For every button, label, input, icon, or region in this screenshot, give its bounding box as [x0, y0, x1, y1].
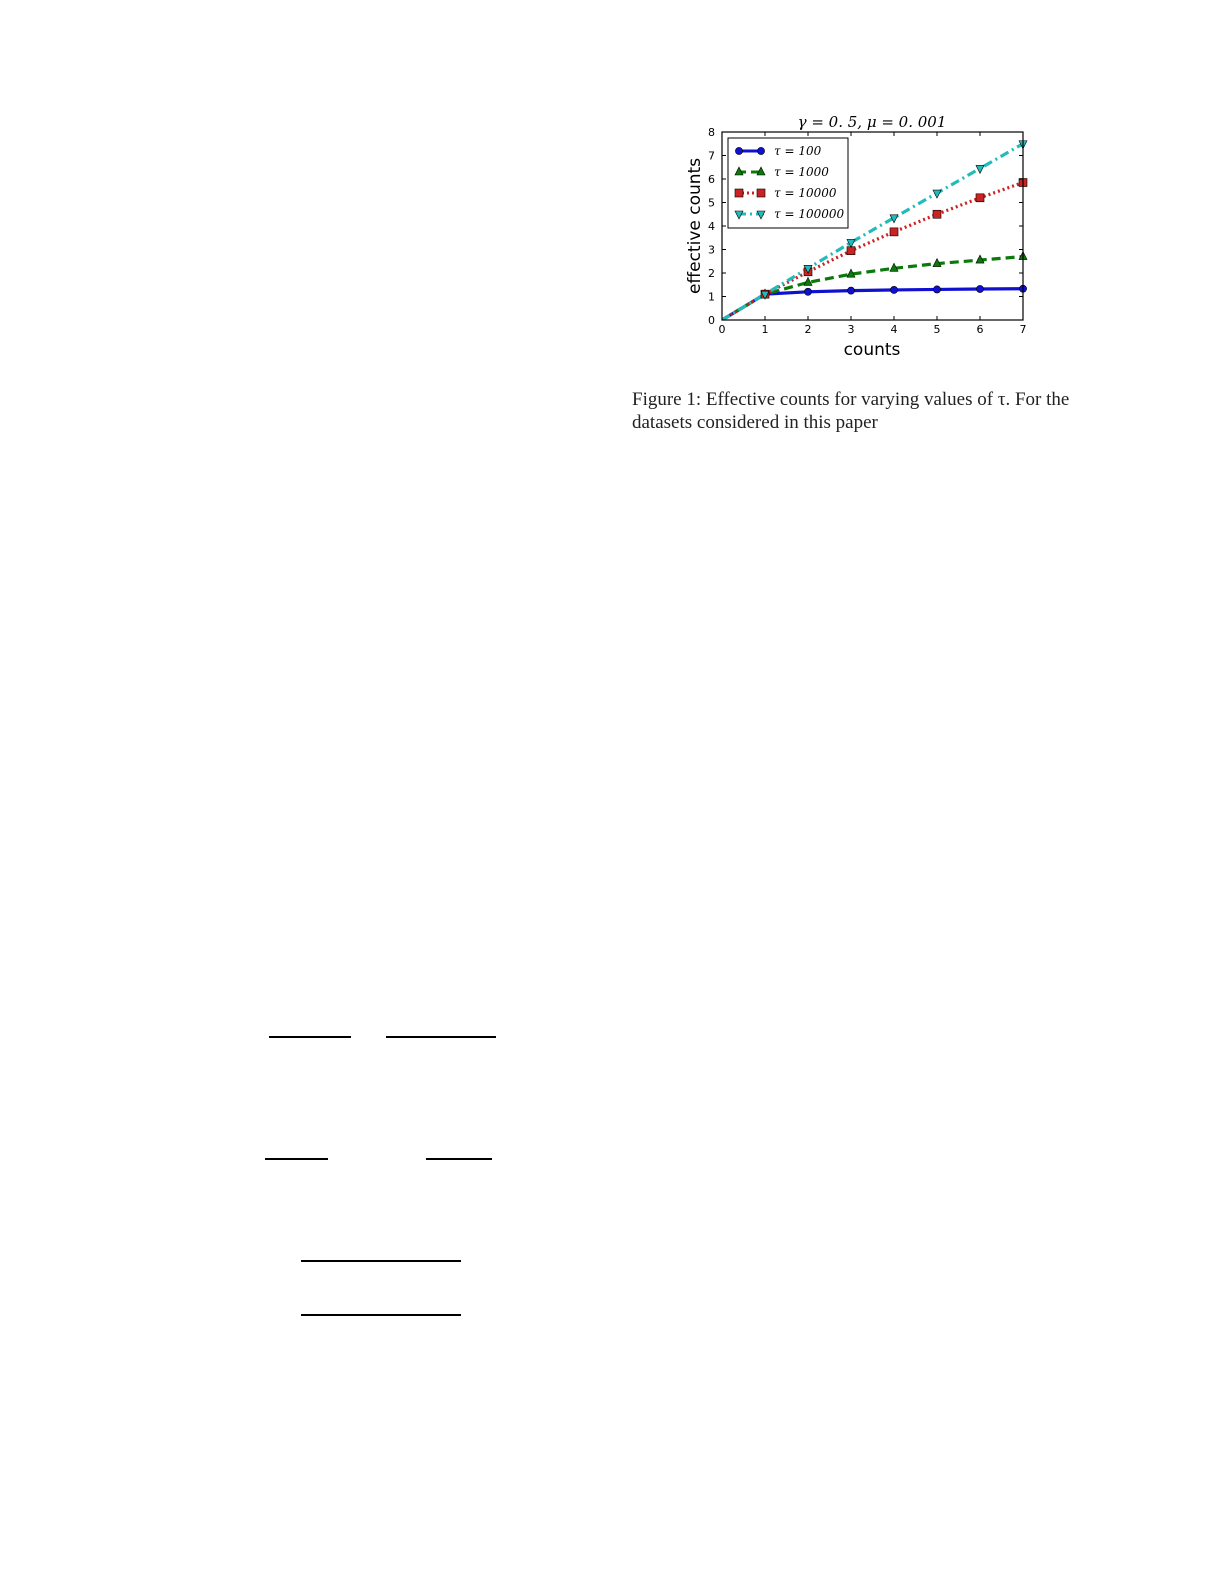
data-point — [976, 285, 983, 292]
x-tick-label: 4 — [890, 323, 898, 336]
x-tick-label: 0 — [718, 323, 726, 336]
y-tick-label: 0 — [708, 314, 715, 327]
data-point — [804, 277, 812, 285]
data-point — [933, 190, 941, 198]
fraction-bar — [265, 1158, 328, 1160]
x-tick-label: 3 — [847, 323, 855, 336]
figure — [660, 108, 1060, 368]
fraction-bar — [269, 1036, 351, 1038]
y-axis-label: effective counts — [685, 157, 705, 295]
x-tick-label: 5 — [933, 323, 941, 336]
data-point — [976, 165, 984, 173]
x-tick-label: 7 — [1019, 323, 1027, 336]
legend-label: τ = 1000 — [774, 165, 829, 179]
figure-caption: Figure 1: Effective counts for varying values of τ. For the datasets considered in this paper — [632, 389, 1070, 433]
legend-marker — [757, 189, 765, 197]
chart-title: γ = 0. 5, μ = 0. 001 — [797, 113, 947, 131]
legend-marker — [735, 147, 742, 154]
y-tick-label: 1 — [708, 290, 715, 304]
legend-label: τ = 100 — [774, 144, 822, 158]
fraction-bar — [301, 1314, 461, 1316]
y-tick-label: 8 — [708, 126, 715, 139]
fraction-bar — [426, 1158, 492, 1160]
legend-label: τ = 100000 — [774, 207, 845, 221]
fraction-bar — [301, 1260, 461, 1262]
x-tick-label: 1 — [761, 323, 769, 336]
legend-marker — [735, 189, 743, 197]
y-tick-label: 5 — [708, 196, 715, 210]
x-axis-label: counts — [843, 340, 901, 360]
data-point — [804, 288, 811, 295]
effective-counts-chart — [660, 108, 1060, 368]
legend — [728, 138, 848, 228]
y-tick-label: 2 — [708, 267, 715, 280]
y-tick-label: 3 — [708, 243, 715, 257]
x-tick-label: 2 — [804, 323, 812, 336]
data-point — [933, 286, 940, 293]
legend-marker — [757, 147, 764, 154]
legend-label: τ = 10000 — [774, 186, 837, 200]
data-point — [847, 287, 854, 294]
fraction-bar — [386, 1036, 496, 1038]
data-point — [890, 286, 897, 293]
data-point — [933, 210, 941, 218]
data-point — [976, 194, 984, 202]
x-tick-label: 6 — [976, 323, 984, 336]
y-tick-label: 6 — [708, 173, 715, 186]
y-tick-label: 7 — [708, 149, 715, 163]
data-point — [890, 228, 898, 236]
y-tick-label: 4 — [708, 220, 715, 233]
